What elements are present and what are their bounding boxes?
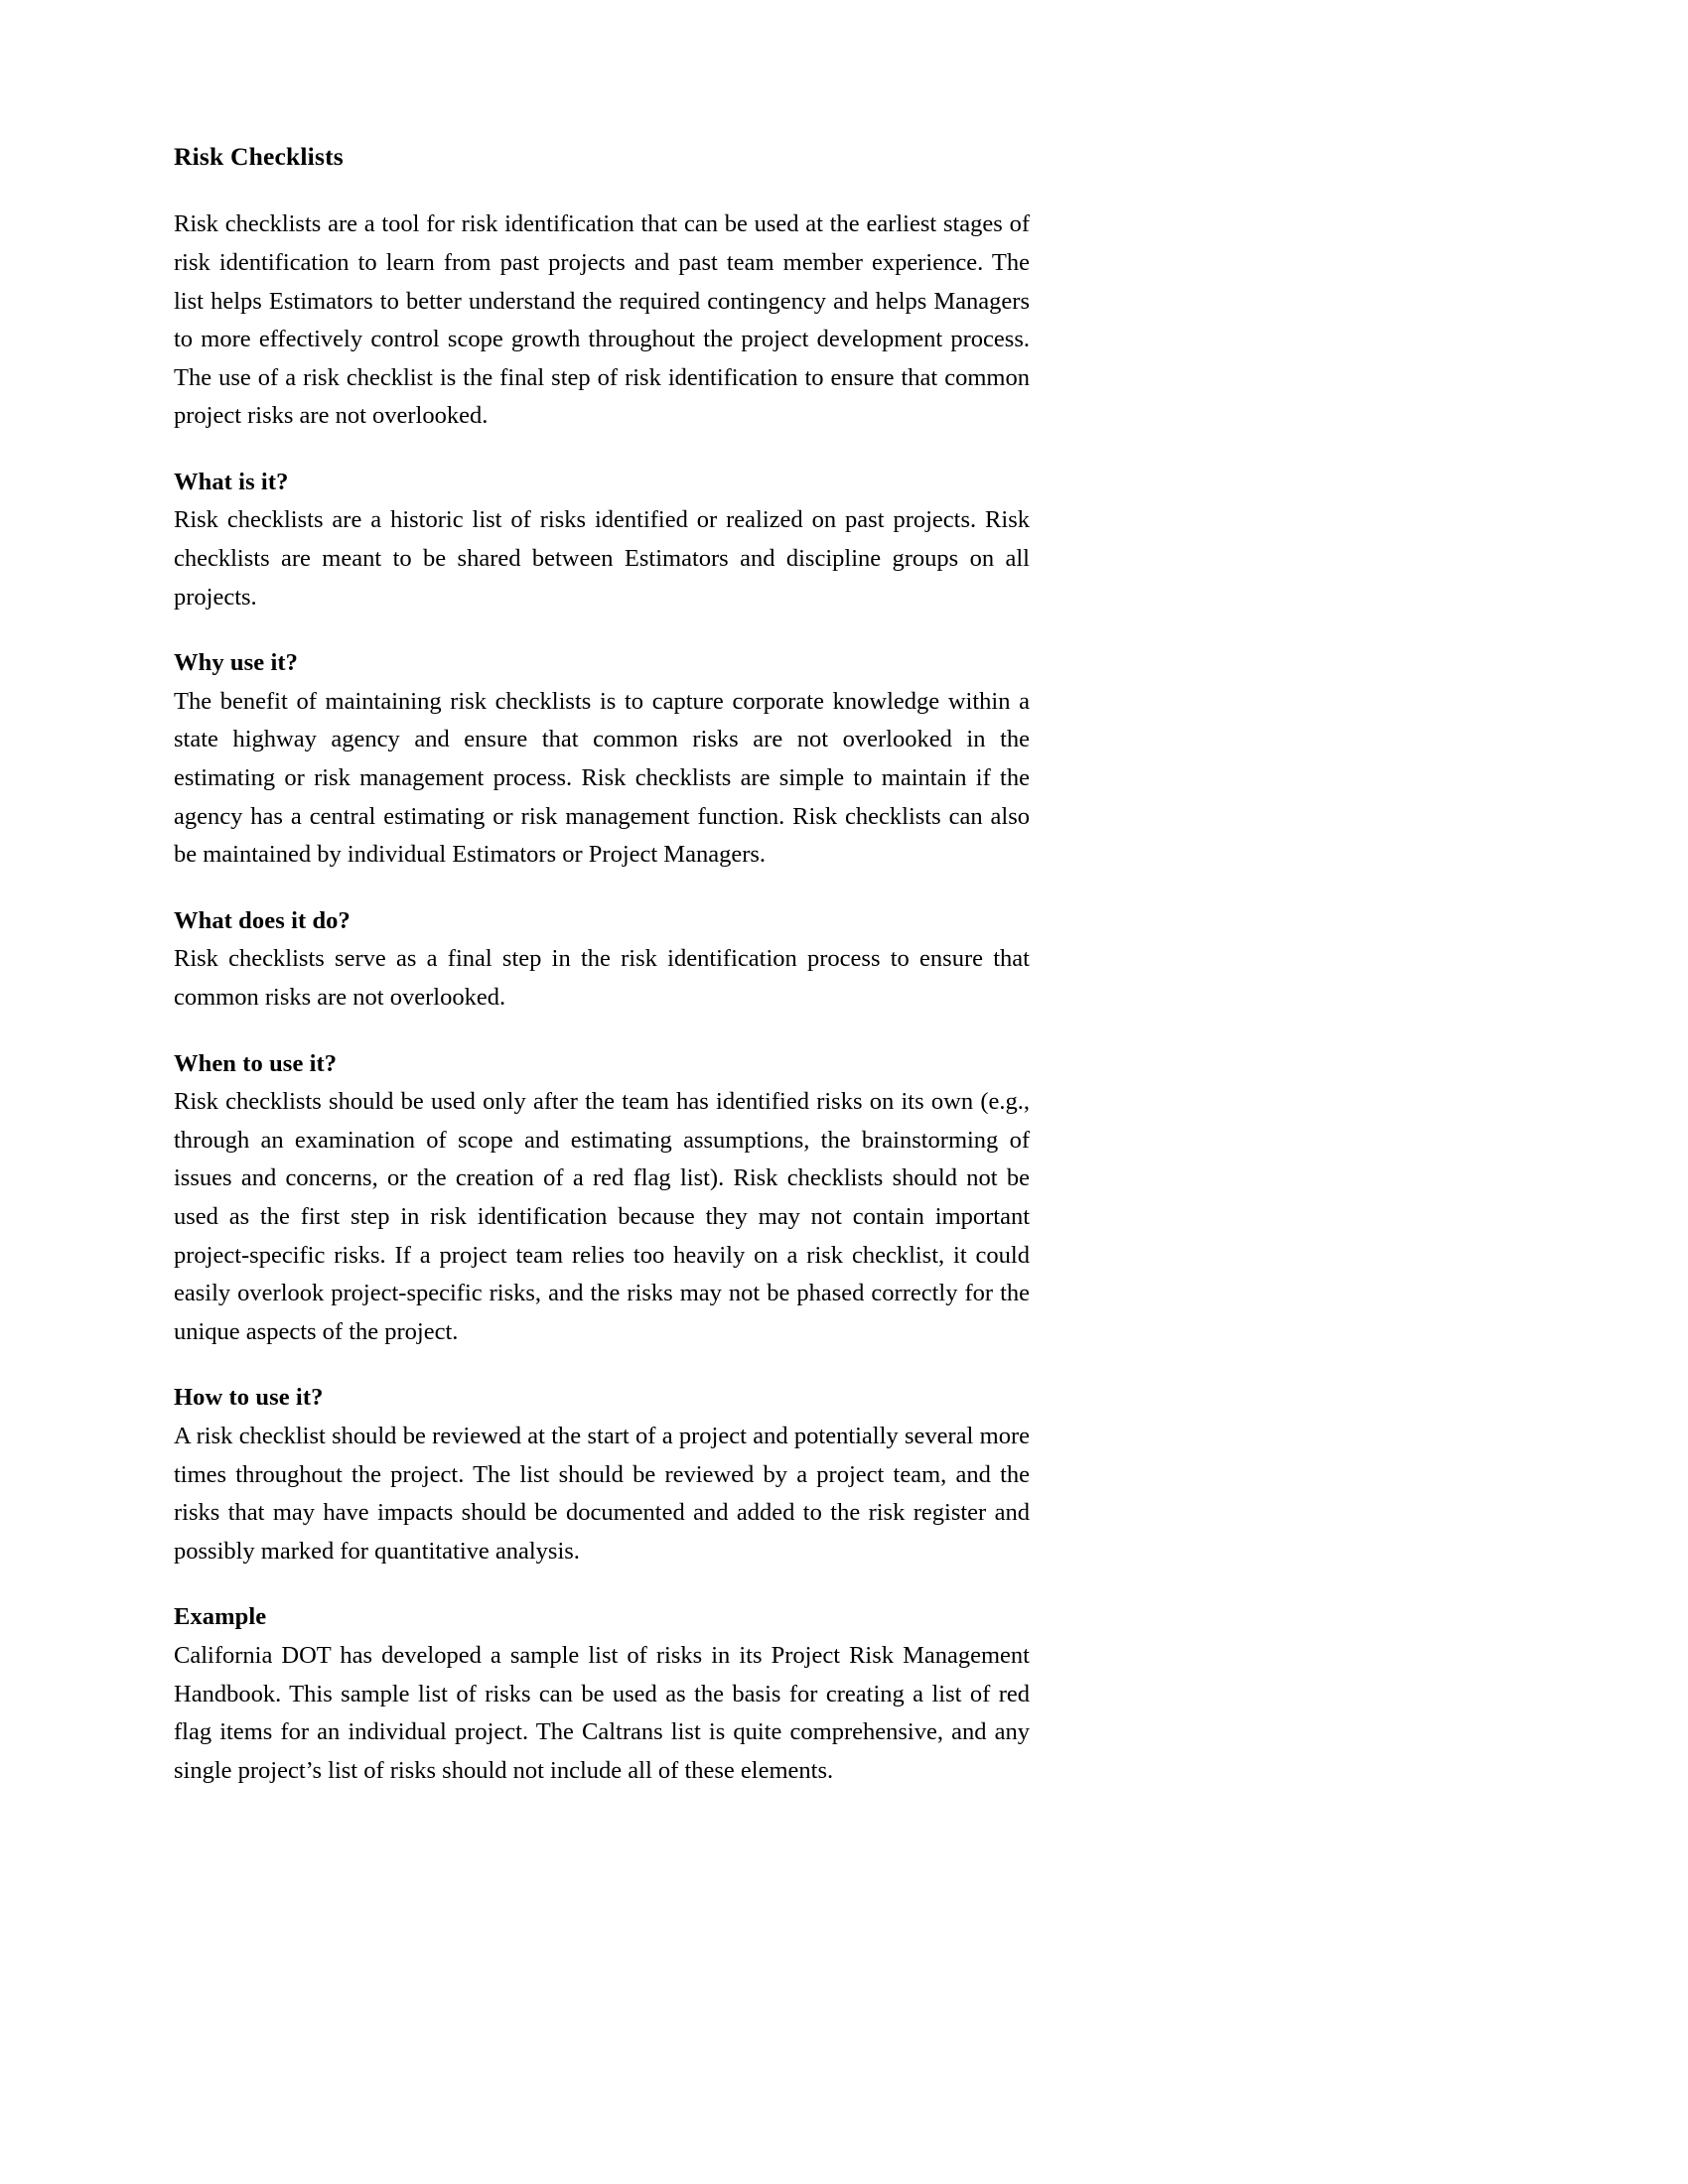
- section-how-to-use-it: [174, 1379, 1030, 1570]
- intro-paragraph: Risk checklists are a tool for risk identification that can be used at the earliest stages of risk identification to learn from past projects and past team member experience. The list helps Estimators to better understand the required contingency and helps Managers to more effectively control scope growth throughout the project development process. The use of a risk checklist is the final step of risk identification to ensure that common project risks are not overlooked.: [174, 210, 1030, 430]
- section-why-use-it: [174, 644, 1030, 875]
- document-content: [174, 142, 1030, 1790]
- section-body-when-to-use-it: Risk checklists should be used only after the team has identified risks on its own (e.g., through an examination of scope and estimating assumptions, the brainstorming of issues and concerns, or the creation of a red flag list). Risk checklists should not be used as the first step in risk identification because they may not contain important project-specific risks. If a project team relies too heavily on a risk checklist, it could easily overlook project-specific risks, and the risks may not be phased correctly for the unique aspects of the project.: [174, 1088, 1030, 1345]
- section-what-is-it: [174, 464, 1030, 616]
- section-body-why-use-it: The benefit of maintaining risk checklists is to capture corporate knowledge within a state highway agency and ensure that common risks are not overlooked in the estimating or risk management process. Risk checklists are simple to maintain if the agency has a central estimating or risk management function. Risk checklists can also be maintained by individual Estimators or Project Managers.: [174, 687, 1030, 869]
- page-title: Risk Checklists: [174, 142, 344, 171]
- section-body-what-is-it: Risk checklists are a historic list of risks identified or realized on past projects. Risk checklists are meant to be shared between Estimators and discipline groups on all projects.: [174, 506, 1030, 611]
- section-body-example: California DOT has developed a sample list of risks in its Project Risk Management Handbook. This sample list of risks can be used as the basis for creating a list of red flag items for an individual project. The Caltrans list is quite comprehensive, and any single project’s list of risks should not include all of these elements.: [174, 1641, 1030, 1784]
- section-heading-when-to-use-it: When to use it?: [174, 1049, 338, 1077]
- section-what-does-it-do: [174, 902, 1030, 1018]
- section-body-how-to-use-it: A risk checklist should be reviewed at the start of a project and potentially several more times throughout the project. The list should be reviewed by a project team, and the risks that may have impacts should be documented and added to the risk register and possibly marked for quantitative analysis.: [174, 1422, 1030, 1565]
- section-heading-why-use-it: Why use it?: [174, 649, 298, 677]
- section-example: [174, 1598, 1030, 1790]
- section-heading-example: Example: [174, 1603, 267, 1631]
- section-body-what-does-it-do: Risk checklists serve as a final step in the risk identification process to ensure that common risks are not overlooked.: [174, 945, 1030, 1011]
- section-heading-how-to-use-it: How to use it?: [174, 1384, 324, 1412]
- section-when-to-use-it: [174, 1045, 1030, 1352]
- section-heading-what-is-it: What is it?: [174, 468, 289, 495]
- title-spacer: [174, 171, 1030, 205]
- section-heading-what-does-it-do: What does it do?: [174, 906, 351, 934]
